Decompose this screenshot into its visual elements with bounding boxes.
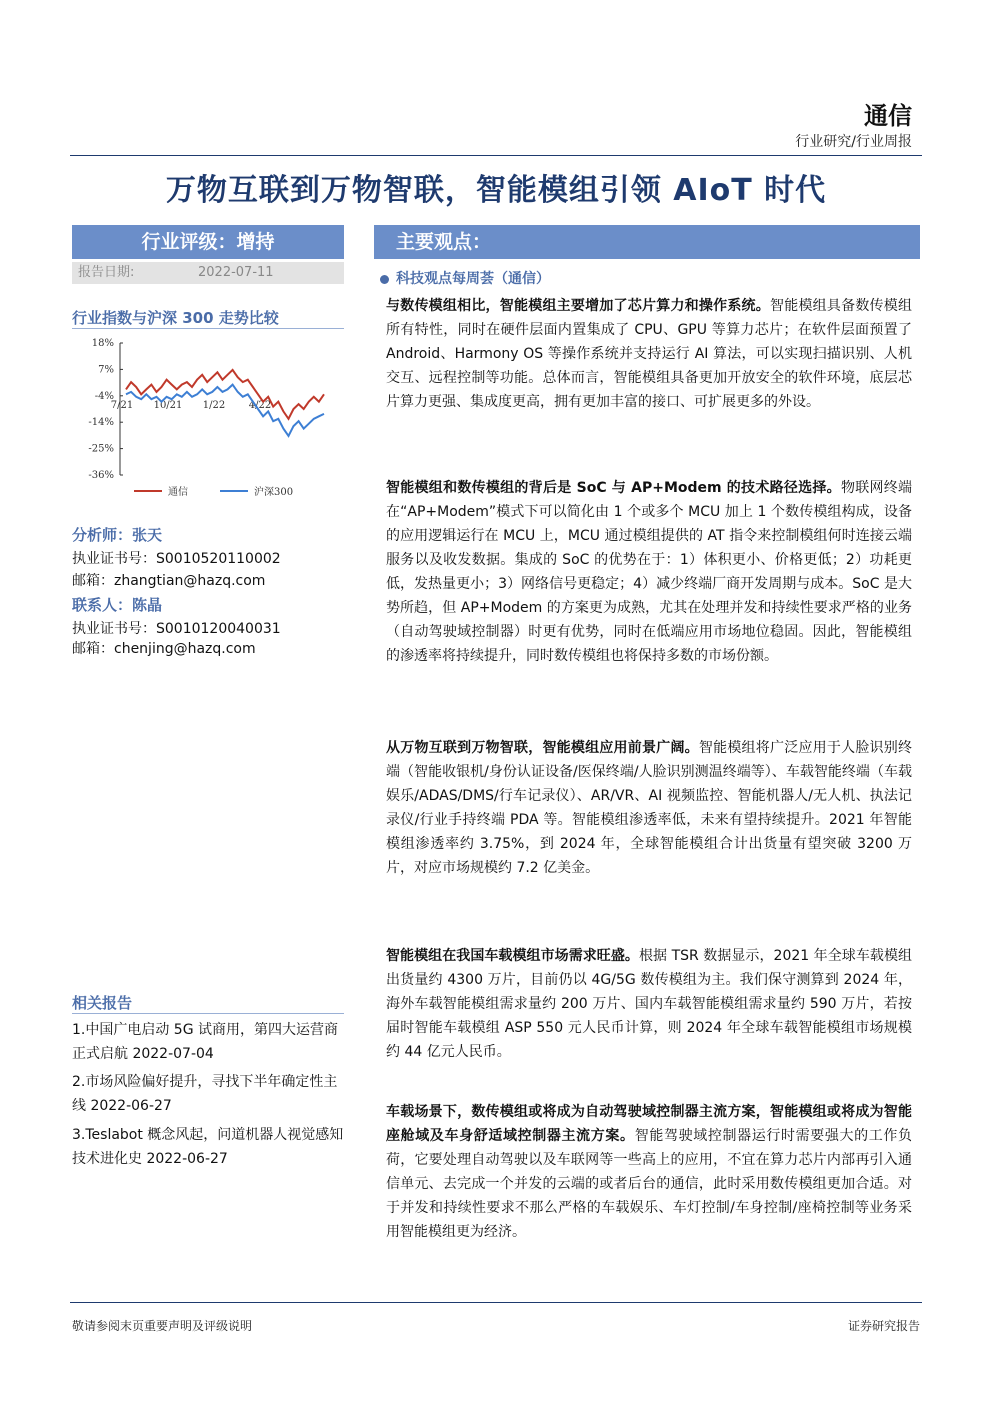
report-type: 行业研究/行业周报 bbox=[795, 134, 912, 150]
x-tick-label: 10/21 bbox=[153, 399, 183, 411]
x-tick-label: 1/22 bbox=[202, 399, 226, 411]
x-tick-label: 4/22 bbox=[248, 399, 272, 411]
related-reports-rule bbox=[72, 1013, 344, 1014]
contact-cert: 执业证书号：S0010120040031 bbox=[72, 621, 281, 637]
paragraph-body: 智能模组将广泛应用于人脸识别终端（智能收银机/身份认证设备/医保终端/人脸识别测温终端等）、车载智能终端（车载娱乐/ADAS/DMS/行车记录仪）、AR/VR、AI 视频监控、智能机器人/无人机、执法记录仪/行业手持终端 PDA 等。智能模组渗透率低，未来有望持续提升。2021 年智能模组渗透率约 3.75%，到 2024 年，全球智能模组合计出货量有望突破 3200 万片，对应市场规模约 7.2 亿美金。 bbox=[386, 740, 913, 876]
paragraph-2 bbox=[386, 476, 912, 668]
paragraph-1 bbox=[386, 294, 912, 414]
analyst-email[interactable]: 邮箱：zhangtian@hazq.com bbox=[72, 573, 266, 589]
bullet-dot-icon bbox=[380, 275, 389, 284]
paragraph-lead: 与数传模组相比，智能模组主要增加了芯片算力和操作系统。 bbox=[386, 298, 770, 314]
paragraph-body: 物联网终端在“AP+Modem”模式下可以简化由 1 个或多个 MCU 加上 1 个数传模组构成，设备的应用逻辑运行在 MCU 上，MCU 通过模组提供的 AT 指令来控制模组何时连接云端服务以及收发数据。集成的 SoC 的优势在于：1）体积更小、价格更低；2）功耗更低，发热量更小；3）网络信号更稳定；4）减少终端厂商开发周期与成本。SoC 是大势所趋，但 AP+Modem 的方案更为成熟，尤其在处理并发和持续性要求严格的业务（自动驾驶域控制器）时更有优势，同时在低端应用市场地位稳固。因此，智能模组的渗透率将持续提升，同时数传模组也将保持多数的市场份额。 bbox=[386, 480, 913, 664]
report-date-value: 2022-07-11 bbox=[198, 265, 274, 280]
paragraph-5 bbox=[386, 1100, 912, 1244]
report-title: 万物互联到万物智联，智能模组引领 AIoT 时代 bbox=[165, 173, 827, 208]
weekly-topic-title: 科技观点每周荟（通信） bbox=[396, 271, 550, 287]
paragraph-lead: 智能模组在我国车载模组市场需求旺盛。 bbox=[386, 948, 639, 964]
legend-label: 沪深300 bbox=[254, 487, 294, 498]
legend-label: 通信 bbox=[168, 487, 188, 498]
related-report-item[interactable]: 3.Teslabot 概念风起，问道机器人视觉感知技术进化史 2022-06-27 bbox=[72, 1127, 344, 1167]
industry-name: 通信 bbox=[864, 102, 912, 130]
contact-title: 联系人：陈晶 bbox=[72, 596, 163, 614]
related-reports-title: 相关报告 bbox=[72, 994, 133, 1012]
related-report-item[interactable]: 2.市场风险偏好提升，寻找下半年确定性主线 2022-06-27 bbox=[72, 1074, 338, 1114]
y-tick-label: -4% bbox=[94, 390, 114, 402]
analyst-title: 分析师：张天 bbox=[72, 526, 163, 544]
paragraph-body: 智能驾驶域控制器运行时需要强大的工作负荷，它要处理自动驾驶以及车联网等一些高上的应用，不宜在算力芯片内部再引入通信单元、去完成一个并发的云端的或者后台的通信，此时采用数传模组更加合适。对于并发和持续性要求不那么严格的车载娱乐、车灯控制/车身控制/座椅控制等业务采用智能模组更为经济。 bbox=[386, 1128, 913, 1240]
y-tick-label: -36% bbox=[88, 470, 114, 481]
index-comparison-chart bbox=[72, 333, 344, 503]
main-points-heading: 主要观点： bbox=[374, 225, 920, 259]
analyst-cert: 执业证书号：S0010520110002 bbox=[72, 551, 281, 567]
y-tick-label: 7% bbox=[98, 364, 114, 376]
paragraph-lead: 智能模组和数传模组的背后是 SoC 与 AP+Modem 的技术路径选择。 bbox=[386, 480, 841, 496]
x-tick-label: 7/21 bbox=[110, 399, 134, 411]
y-tick-label: 18% bbox=[91, 338, 114, 349]
industry-rating: 行业评级：增持 bbox=[72, 225, 344, 259]
footer-disclaimer: 敬请参阅末页重要声明及评级说明 bbox=[72, 1319, 253, 1333]
paragraph-4 bbox=[386, 944, 912, 1064]
footer-report-label: 证券研究报告 bbox=[847, 1319, 920, 1333]
chart-title: 行业指数与沪深 300 走势比较 bbox=[72, 309, 279, 327]
y-tick-label: -25% bbox=[88, 443, 114, 455]
paragraph-body: 智能模组具备数传模组所有特性，同时在硬件层面内置集成了 CPU、GPU 等算力芯片；在软件层面预置了 Android、Harmony OS 等操作系统并支持运行 AI 算法，可以实现扫描识别、人机交互、远程控制等功能。总体而言，智能模组具备更加开放安全的软件环境，底层芯片算力更强、集成度更高，拥有更加丰富的接口、可扩展更多的外设。 bbox=[386, 298, 912, 410]
paragraph-lead: 车载场景下，数传模组或将成为自动驾驶域控制器主流方案，智能模组或将成为智能座舱域及车身舒适域控制器主流方案。 bbox=[386, 1104, 912, 1144]
contact-email[interactable]: 邮箱：chenjing@hazq.com bbox=[72, 641, 256, 657]
related-report-item[interactable]: 1.中国广电启动 5G 试商用，第四大运营商正式启航 2022-07-04 bbox=[72, 1022, 339, 1062]
series-line bbox=[126, 370, 324, 419]
report-date-label: 报告日期: bbox=[78, 265, 135, 280]
paragraph-3 bbox=[386, 736, 912, 880]
header-divider bbox=[70, 155, 922, 156]
report-date-box bbox=[72, 262, 344, 284]
paragraph-body: 根据 TSR 数据显示，2021 年全球车载模组出货量约 4300 万片，目前仍以 4G/5G 数传模组为主。我们保守测算到 2024 年，海外车载智能模组需求量约 200 万片、国内车载智能模组需求量约 590 万片，若按届时智能车载模组 ASP 550 元人民币计算，则 2024 年全球车载智能模组市场规模约 44 亿元人民币。 bbox=[386, 948, 912, 1060]
y-tick-label: -14% bbox=[88, 417, 114, 429]
footer-divider bbox=[70, 1302, 922, 1303]
chart-title-rule bbox=[72, 328, 344, 329]
paragraph-lead: 从万物互联到万物智联，智能模组应用前景广阔。 bbox=[386, 740, 699, 756]
